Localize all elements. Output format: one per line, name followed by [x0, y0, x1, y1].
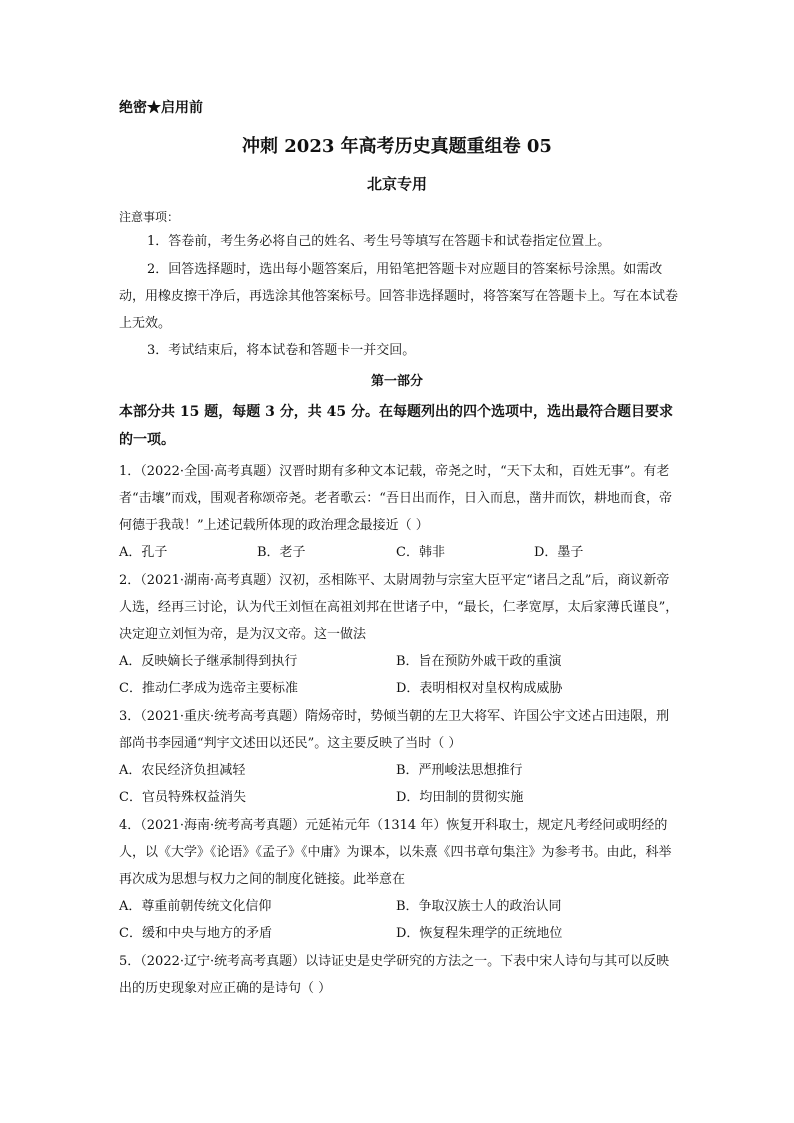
- question-2-options-row-2: [119, 675, 681, 702]
- option-b: B．旨在预防外戚干政的重演: [396, 654, 562, 669]
- question-2-options-row-1: [119, 648, 681, 675]
- question-1-text: 1．（2022·全国·高考真题）汉晋时期有多种文本记载，帝尧之时，“天下太和，百姓无事”。有老者“击壤”而戏，围观者称颂帝尧。老者歌云：“吾日出而作，日入而息，凿井而饮，耕地而食，帝何德于我哉！”上述记载所体现的政治理念最接近（ ）: [119, 464, 672, 533]
- question-1-options: [119, 539, 681, 566]
- section-intro: 本部分共 15 题，每题 3 分，共 45 分。在每题列出的四个选项中，选出最符合题目要求的一项。: [119, 404, 673, 448]
- note-item: 1．答卷前，考生务必将自己的姓名、考生号等填写在答题卡和试卷指定位置上。: [147, 234, 611, 249]
- option-d: D．墨子: [534, 545, 584, 560]
- question-4-text: 4．（2021·海南·统考高考真题）元延祐元年（1314 年）恢复开科取士，规定凡考经问或明经的人，以《大学》《论语》《孟子》《中庸》为课本，以朱熹《四书章句集注》为参考书。由此，科举再次成为思想与权力之间的制度化链接。此举意在: [119, 818, 672, 887]
- option-b: B．老子: [257, 545, 306, 560]
- option-c: C．官员特殊权益消失: [119, 790, 246, 805]
- option-a: A．农民经济负担减轻: [119, 763, 246, 778]
- option-a: A．尊重前朝传统文化信仰: [119, 899, 272, 914]
- option-c: C．推动仁孝成为选帝主要标准: [119, 681, 298, 696]
- option-c: C．韩非: [396, 545, 445, 560]
- question-3-options-row-2: [119, 784, 681, 811]
- option-d: D．均田制的贯彻实施: [396, 790, 524, 805]
- note-item: 3．考试结束后，将本试卷和答题卡一并交回。: [147, 343, 416, 358]
- section-title: 第一部分: [370, 374, 423, 389]
- question-4-options-row-1: [119, 893, 681, 920]
- option-b: B．严刑峻法思想推行: [396, 763, 523, 778]
- option-c: C．缓和中央与地方的矛盾: [119, 926, 272, 941]
- question-4-options-row-2: [119, 920, 681, 947]
- option-d: D．恢复程朱理学的正统地位: [396, 926, 563, 941]
- option-a: A．反映嫡长子继承制得到执行: [119, 654, 298, 669]
- confidential-label: 绝密★启用前: [119, 100, 203, 116]
- option-a: A．孔子: [119, 545, 168, 560]
- question-3-options-row-1: [119, 757, 681, 784]
- exam-title: 冲刺 2023 年高考历史真题重组卷 05: [242, 136, 552, 157]
- question-3-text: 3．（2021·重庆·统考高考真题）隋炀帝时，势倾当朝的左卫大将军、许国公宇文述占田违限，刑部尚书李园通“判宇文述田以还民”。这主要反映了当时（ ）: [119, 709, 670, 751]
- question-5-text: 5．（2022·辽宁·统考高考真题）以诗证史是史学研究的方法之一。下表中宋人诗句与其可以反映出的历史现象对应正确的是诗句（ ）: [119, 954, 670, 996]
- note-item: 2．回答选择题时，选出每小题答案后，用铅笔把答题卡对应题目的答案标号涂黑。如需改动，用橡皮擦干净后，再选涂其他答案标号。回答非选择题时，将答案写在答题卡上。写在本试卷上无效。: [119, 262, 679, 331]
- exam-subtitle: 北京专用: [366, 175, 427, 193]
- option-d: D．表明相权对皇权构成威胁: [396, 681, 563, 696]
- notes-label: 注意事项：: [119, 210, 180, 224]
- option-b: B．争取汉族士人的政治认同: [396, 899, 562, 914]
- question-2-text: 2．（2021·湖南·高考真题）汉初，丞相陈平、太尉周勃与宗室大臣平定“诸吕之乱”后，商议新帝人选，经再三讨论，认为代王刘恒在高祖刘邦在世诸子中，“最长，仁孝宽厚，太后家薄氏谨良”，决定迎立刘恒为帝，是为汉文帝。这一做法: [119, 573, 679, 642]
